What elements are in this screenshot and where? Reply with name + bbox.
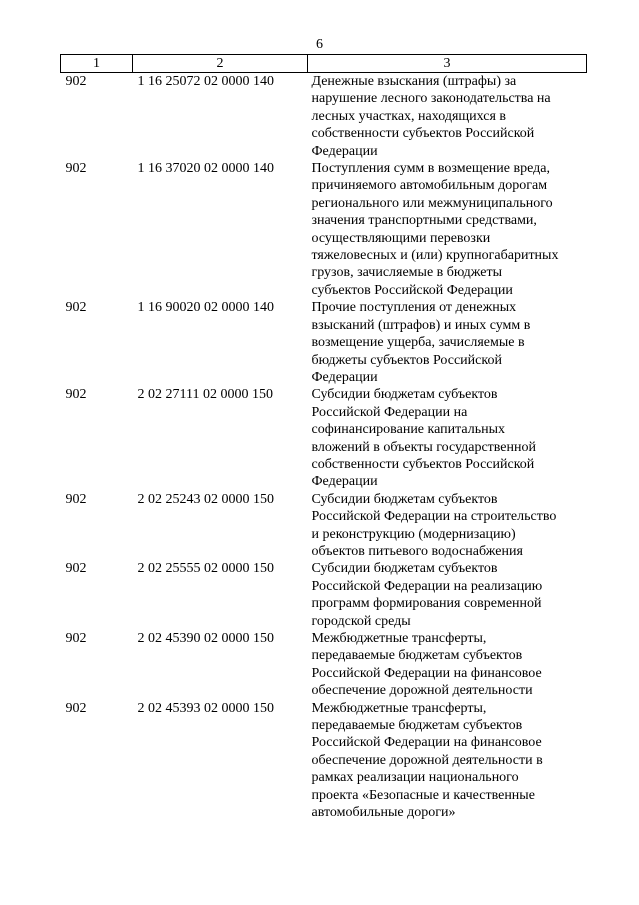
description-line: передаваемые бюджетам субъектов xyxy=(311,718,523,734)
admin-code-cell: 902 xyxy=(65,631,87,646)
description-line: Межбюджетные трансферты, xyxy=(311,700,487,716)
admin-code-cell: 902 xyxy=(65,74,87,89)
description-line: нарушение лесного законодательства на xyxy=(311,91,551,107)
description-line: Денежные взыскания (штрафы) за xyxy=(311,74,517,89)
description-line: Российской Федерации на строительство xyxy=(311,509,557,525)
budget-code-cell: 2 02 25555 02 0000 150 xyxy=(137,561,274,577)
admin-code-cell: 902 xyxy=(65,161,87,177)
description-line: Поступления сумм в возмещение вреда, xyxy=(311,161,550,177)
description-line: вложений в объекты государственной xyxy=(311,439,536,455)
description-cell xyxy=(308,160,587,299)
description-line: автомобильные дороги» xyxy=(311,805,456,821)
admin-code-cell: 902 xyxy=(65,300,87,316)
description-line: обеспечение дорожной деятельности xyxy=(311,683,533,699)
budget-code-cell: 1 16 25072 02 0000 140 xyxy=(137,74,274,89)
description-line: Российской Федерации на xyxy=(311,404,468,420)
description-cell xyxy=(308,560,587,630)
description-line: бюджеты субъектов Российской xyxy=(311,352,502,368)
admin-code-cell: 902 xyxy=(65,700,87,716)
description-line: Прочие поступления от денежных xyxy=(311,300,517,316)
budget-code-cell: 2 02 27111 02 0000 150 xyxy=(137,387,273,403)
header-col-3: 3 xyxy=(308,55,587,73)
description-line: собственности субъектов Российской xyxy=(311,126,535,142)
page-number: 6 xyxy=(316,37,323,52)
description-line: причиняемого автомобильным дорогам xyxy=(311,178,548,194)
description-line: рамках реализации национального xyxy=(311,770,519,786)
description-cell xyxy=(308,700,587,822)
budget-code-cell: 1 16 90020 02 0000 140 xyxy=(137,300,274,316)
table-row xyxy=(61,560,587,630)
budget-code-cell: 2 02 25243 02 0000 150 xyxy=(137,491,274,507)
description-line: грузов, зачисляемые в бюджеты xyxy=(311,265,502,281)
table-row xyxy=(61,386,587,490)
description-cell xyxy=(308,491,587,561)
description-line: городской среды xyxy=(311,613,411,629)
table-row xyxy=(61,160,587,299)
description-line: Субсидии бюджетам субъектов xyxy=(311,561,498,577)
description-line: возмещение ущерба, зачисляемые в xyxy=(311,335,525,351)
table-row xyxy=(61,491,587,561)
description-line: регионального или межмуниципального xyxy=(311,195,553,211)
table-row xyxy=(61,700,587,822)
description-line: проекта «Безопасные и качественные xyxy=(311,787,535,803)
description-cell xyxy=(308,73,587,161)
description-line: субъектов Российской Федерации xyxy=(311,282,513,298)
description-line: Субсидии бюджетам субъектов xyxy=(311,387,498,403)
description-line: объектов питьевого водоснабжения xyxy=(311,543,523,559)
table-row xyxy=(61,299,587,386)
description-line: программ формирования современной xyxy=(311,596,542,612)
description-line: Федерации xyxy=(311,143,378,159)
header-col-1: 1 xyxy=(61,55,133,73)
description-line: передаваемые бюджетам субъектов xyxy=(311,648,523,664)
description-line: Российской Федерации на финансовое xyxy=(311,665,542,681)
description-line: Федерации xyxy=(311,369,378,385)
budget-code-cell: 1 16 37020 02 0000 140 xyxy=(137,161,274,177)
description-line: софинансирование капитальных xyxy=(311,422,506,438)
admin-code-cell: 902 xyxy=(65,491,87,507)
description-line: осуществляющими перевозки xyxy=(311,230,491,246)
description-line: и реконструкцию (модернизацию) xyxy=(311,526,516,542)
table-row xyxy=(61,73,587,161)
description-line: Федерации xyxy=(311,474,378,490)
table-row xyxy=(61,630,587,700)
description-cell xyxy=(308,299,587,386)
description-line: значения транспортными средствами, xyxy=(311,213,537,229)
table-body xyxy=(61,73,587,822)
admin-code-cell: 902 xyxy=(65,561,87,577)
description-line: тяжеловесных и (или) крупногабаритных xyxy=(311,248,559,264)
description-line: Субсидии бюджетам субъектов xyxy=(311,491,498,507)
description-line: собственности субъектов Российской xyxy=(311,456,535,472)
description-line: Российской Федерации на реализацию xyxy=(311,578,543,594)
description-line: Российской Федерации на финансовое xyxy=(311,735,542,751)
budget-code-cell: 2 02 45393 02 0000 150 xyxy=(137,700,274,716)
header-row xyxy=(61,55,587,73)
table-header xyxy=(61,55,587,73)
header-col-2: 2 xyxy=(133,55,308,73)
description-line: обеспечение дорожной деятельности в xyxy=(311,752,543,768)
description-line: взысканий (штрафов) и иных сумм в xyxy=(311,317,531,333)
description-line: Межбюджетные трансферты, xyxy=(311,631,487,646)
budget-code-cell: 2 02 45390 02 0000 150 xyxy=(137,631,274,646)
description-line: лесных участках, находящихся в xyxy=(311,108,507,124)
budget-codes-table xyxy=(60,54,587,821)
description-cell xyxy=(308,386,587,490)
description-cell xyxy=(308,630,587,700)
admin-code-cell: 902 xyxy=(65,387,87,403)
